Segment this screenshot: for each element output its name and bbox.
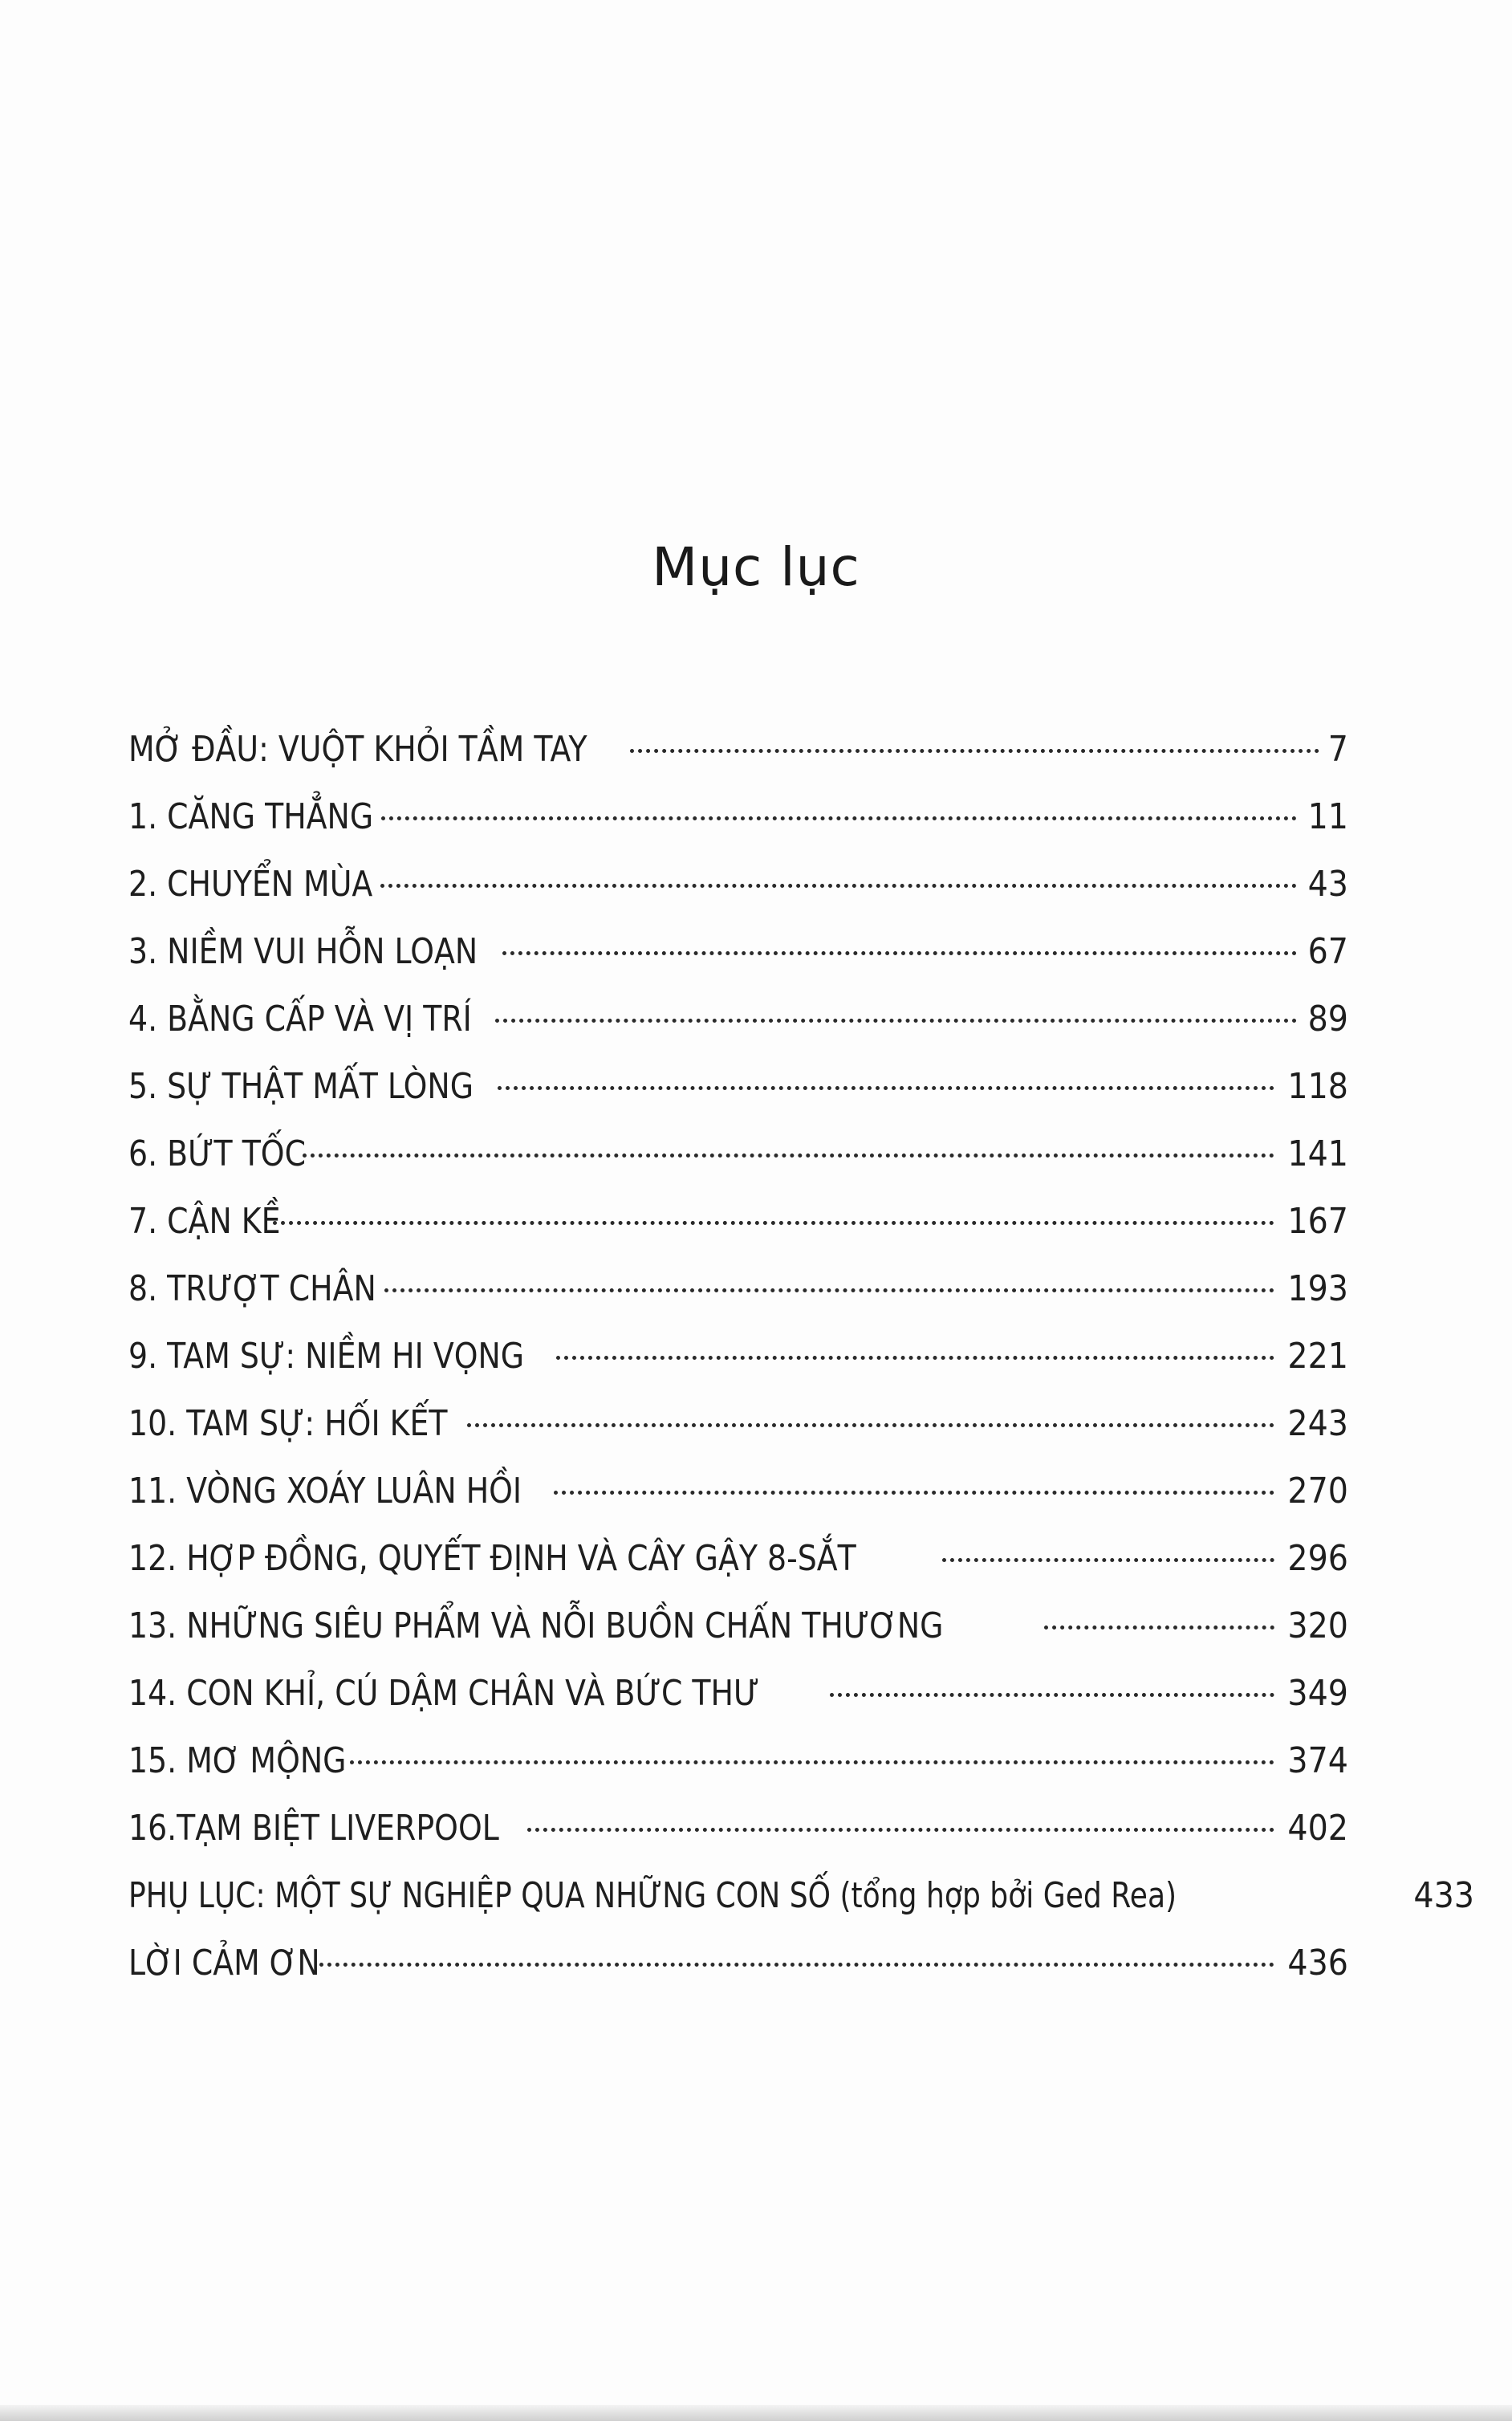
entry-page-number: 320 bbox=[1287, 1605, 1348, 1646]
toc-entry bbox=[128, 1121, 1348, 1188]
entry-title: 15. MƠ MỘNG bbox=[128, 1740, 347, 1781]
toc-entry bbox=[128, 1255, 1348, 1323]
entry-title: 10. TAM SỰ: HỐI KẾT bbox=[128, 1403, 448, 1444]
entry-page-number: 221 bbox=[1287, 1336, 1348, 1377]
dot-leader bbox=[498, 1086, 1274, 1090]
toc-entry bbox=[128, 1660, 1348, 1727]
entry-page-number: 243 bbox=[1287, 1403, 1348, 1444]
dot-leader bbox=[502, 951, 1297, 955]
entry-title: 11. VÒNG XOÁY LUÂN HỒI bbox=[128, 1471, 522, 1512]
dot-leader bbox=[381, 816, 1297, 820]
dot-leader bbox=[942, 1558, 1274, 1562]
dot-leader bbox=[319, 1963, 1275, 1967]
entry-title: LỜI CẢM ƠN bbox=[128, 1943, 320, 1984]
entry-page-number: 43 bbox=[1307, 864, 1348, 905]
entry-title: 9. TAM SỰ: NIỀM HI VỌNG bbox=[128, 1336, 525, 1377]
toc-entry bbox=[128, 1458, 1348, 1525]
entry-page-number: 89 bbox=[1307, 999, 1348, 1040]
entry-title: 8. TRƯỢT CHÂN bbox=[128, 1268, 376, 1309]
toc-entry bbox=[128, 1593, 1348, 1660]
entry-page-number: 374 bbox=[1287, 1740, 1348, 1781]
entry-page-number: 118 bbox=[1287, 1066, 1348, 1107]
entry-page-number: 7 bbox=[1327, 729, 1348, 770]
entry-page-number: 193 bbox=[1287, 1268, 1348, 1309]
entry-title: 3. NIỀM VUI HỖN LOẠN bbox=[128, 931, 478, 972]
toc-entry bbox=[128, 1795, 1348, 1862]
toc-entry bbox=[128, 851, 1348, 918]
toc-entry bbox=[128, 1390, 1348, 1458]
dot-leader bbox=[303, 1154, 1274, 1158]
entry-title: 4. BẰNG CẤP VÀ VỊ TRÍ bbox=[128, 999, 472, 1040]
page-title: Mục lục bbox=[652, 536, 860, 598]
entry-title: 2. CHUYỂN MÙA bbox=[128, 864, 373, 905]
entry-page-number: 67 bbox=[1307, 931, 1348, 972]
toc-entry bbox=[128, 1323, 1348, 1390]
dot-leader bbox=[350, 1760, 1274, 1764]
dot-leader bbox=[495, 1019, 1297, 1023]
dot-leader bbox=[830, 1693, 1274, 1697]
dot-leader bbox=[630, 749, 1319, 753]
entry-title: 12. HỢP ĐỒNG, QUYẾT ĐỊNH VÀ CÂY GẬY 8-SẮT bbox=[128, 1538, 856, 1579]
dot-leader bbox=[556, 1356, 1274, 1360]
toc-entry bbox=[128, 986, 1348, 1053]
entry-page-number: 436 bbox=[1287, 1943, 1348, 1984]
toc-entry bbox=[128, 1188, 1348, 1255]
dot-leader bbox=[380, 884, 1297, 888]
toc-entry bbox=[128, 1053, 1348, 1121]
toc-entry bbox=[128, 1525, 1348, 1593]
entry-page-number: 433 bbox=[1413, 1875, 1474, 1916]
dot-leader bbox=[467, 1423, 1274, 1427]
entry-page-number: 296 bbox=[1287, 1538, 1348, 1579]
toc-entry bbox=[128, 716, 1348, 783]
toc-entry bbox=[128, 1727, 1348, 1795]
table-of-contents bbox=[128, 716, 1474, 1997]
entry-page-number: 11 bbox=[1307, 796, 1348, 837]
dot-leader bbox=[1044, 1626, 1274, 1630]
entry-title: 14. CON KHỈ, CÚ DẬM CHÂN VÀ BỨC THƯ bbox=[128, 1673, 760, 1714]
entry-page-number: 270 bbox=[1287, 1471, 1348, 1512]
entry-title: 5. SỰ THẬT MẤT LÒNG bbox=[128, 1066, 474, 1107]
entry-title: 1. CĂNG THẲNG bbox=[128, 796, 374, 837]
entry-title: 7. CẬN KỀ bbox=[128, 1201, 281, 1242]
entry-page-number: 141 bbox=[1287, 1133, 1348, 1174]
dot-leader bbox=[384, 1288, 1274, 1292]
dot-leader bbox=[554, 1491, 1274, 1495]
dot-leader bbox=[527, 1828, 1274, 1832]
entry-page-number: 402 bbox=[1287, 1808, 1348, 1849]
entry-title: 13. NHỮNG SIÊU PHẨM VÀ NỖI BUỒN CHẤN THƯƠNG bbox=[128, 1605, 944, 1646]
entry-title: PHỤ LỤC: MỘT SỰ NGHIỆP QUA NHỮNG CON SỐ (tổng hợp bởi Ged Rea) bbox=[128, 1875, 1177, 1916]
toc-entry bbox=[128, 1862, 1474, 1930]
toc-entry bbox=[128, 918, 1348, 986]
dot-leader bbox=[273, 1221, 1274, 1225]
toc-entry bbox=[128, 1930, 1348, 1997]
toc-entry bbox=[128, 783, 1348, 851]
entry-title: 16.TẠM BIỆT LIVERPOOL bbox=[128, 1808, 499, 1849]
entry-title: MỞ ĐẦU: VUỘT KHỎI TẦM TAY bbox=[128, 729, 587, 770]
entry-page-number: 167 bbox=[1287, 1201, 1348, 1242]
entry-title: 6. BỨT TỐC bbox=[128, 1133, 307, 1174]
scan-edge-shadow bbox=[0, 2405, 1512, 2421]
entry-page-number: 349 bbox=[1287, 1673, 1348, 1714]
